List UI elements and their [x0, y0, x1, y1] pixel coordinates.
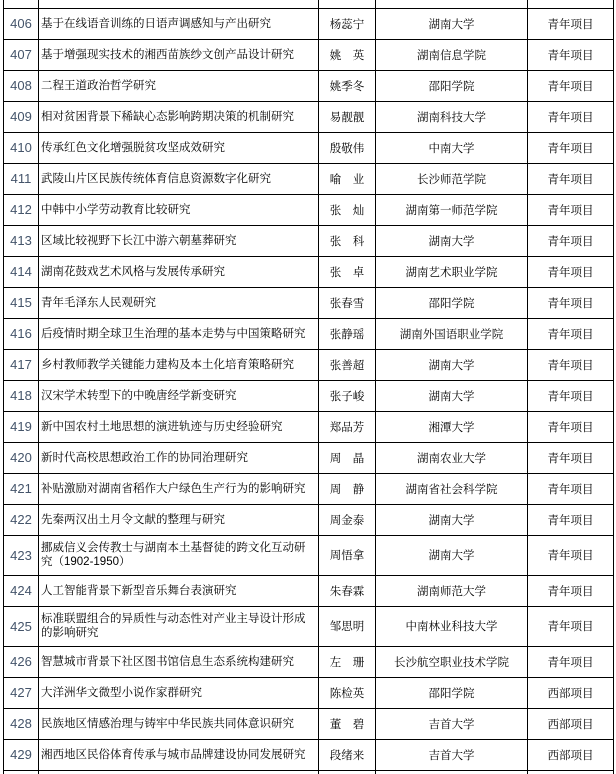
table-row	[4, 194, 614, 225]
clipped-previous-row	[4, 0, 614, 8]
project-title-cell: 智慧城市背景下社区图书馆信息生态系统构建研究	[39, 646, 319, 677]
person-name-cell: 郑品芳	[319, 411, 376, 442]
person-name-cell: 陈检英	[319, 677, 376, 708]
table-row	[4, 318, 614, 349]
project-title-cell: 补贴激励对湖南省稻作大户绿色生产行为的影响研究	[39, 473, 319, 504]
table-row	[4, 256, 614, 287]
person-name-cell	[319, 0, 376, 8]
row-number-cell: 425	[4, 606, 39, 646]
person-name-cell: 张 科	[319, 225, 376, 256]
person-name-cell: 张 灿	[319, 194, 376, 225]
project-list-table	[3, 0, 614, 774]
project-type-cell: 青年项目	[528, 473, 614, 504]
person-name-cell: 左 珊	[319, 646, 376, 677]
row-number-cell: 417	[4, 349, 39, 380]
person-name-cell: 周悟拿	[319, 535, 376, 575]
project-type-cell: 青年项目	[528, 442, 614, 473]
table-row	[4, 708, 614, 739]
project-type-cell: 青年项目	[528, 411, 614, 442]
row-number-cell: 423	[4, 535, 39, 575]
institution-cell: 中南林业科技大学	[376, 606, 528, 646]
person-name-cell: 姚季冬	[319, 70, 376, 101]
table-row	[4, 163, 614, 194]
person-name-cell: 张静瑶	[319, 318, 376, 349]
row-number-cell: 424	[4, 575, 39, 606]
project-title-cell: 区域比较视野下长江中游六朝墓葬研究	[39, 225, 319, 256]
project-type-cell: 青年项目	[528, 380, 614, 411]
institution-cell	[376, 0, 528, 8]
row-number-cell: 414	[4, 256, 39, 287]
row-number-cell: 428	[4, 708, 39, 739]
row-number-cell	[4, 0, 39, 8]
table-row	[4, 575, 614, 606]
row-number-cell: 421	[4, 473, 39, 504]
table-row	[4, 349, 614, 380]
person-name-cell: 周金泰	[319, 504, 376, 535]
project-type-cell: 青年项目	[528, 70, 614, 101]
person-name-cell: 殷敬伟	[319, 132, 376, 163]
table-row	[4, 70, 614, 101]
row-number-cell: 409	[4, 101, 39, 132]
table-row	[4, 411, 614, 442]
project-title-cell: 湖南花鼓戏艺术风格与发展传承研究	[39, 256, 319, 287]
row-number-cell: 429	[4, 739, 39, 770]
project-title-cell: 二程王道政治哲学研究	[39, 70, 319, 101]
project-title-cell: 民族地区情感治理与铸牢中华民族共同体意识研究	[39, 708, 319, 739]
row-number-cell: 410	[4, 132, 39, 163]
project-title-cell: 乡村教师教学关键能力建构及本土化培育策略研究	[39, 349, 319, 380]
table-row	[4, 677, 614, 708]
table-row	[4, 132, 614, 163]
institution-cell: 湖南大学	[376, 349, 528, 380]
institution-cell: 邵阳学院	[376, 70, 528, 101]
row-number-cell: 427	[4, 677, 39, 708]
institution-cell: 湖南师范大学	[376, 575, 528, 606]
institution-cell: 湖南第一师范学院	[376, 194, 528, 225]
institution-cell: 中南大学	[376, 132, 528, 163]
row-number-cell	[4, 770, 39, 774]
person-name-cell: 周 静	[319, 473, 376, 504]
institution-cell: 湖南科技大学	[376, 101, 528, 132]
project-title-cell: 大洋洲华文微型小说作家群研究	[39, 677, 319, 708]
project-title-cell: 挪威信义会传教士与湖南本土基督徒的跨文化互动研究（1902-1950）	[39, 535, 319, 575]
table-row	[4, 8, 614, 39]
table-row	[4, 101, 614, 132]
row-number-cell: 416	[4, 318, 39, 349]
project-type-cell	[528, 770, 614, 774]
table-row	[4, 442, 614, 473]
person-name-cell: 邹思明	[319, 606, 376, 646]
project-title-cell	[39, 770, 319, 774]
institution-cell: 湖南外国语职业学院	[376, 318, 528, 349]
institution-cell: 邵阳学院	[376, 677, 528, 708]
institution-cell: 湖南大学	[376, 8, 528, 39]
project-title-cell: 人工智能背景下新型音乐舞台表演研究	[39, 575, 319, 606]
project-title-cell: 中韩中小学劳动教育比较研究	[39, 194, 319, 225]
institution-cell: 吉首大学	[376, 739, 528, 770]
row-number-cell: 418	[4, 380, 39, 411]
institution-cell: 湖南大学	[376, 380, 528, 411]
institution-cell: 湖南艺术职业学院	[376, 256, 528, 287]
table-row-partial-top	[4, 0, 614, 8]
row-number-cell: 407	[4, 39, 39, 70]
table-row	[4, 504, 614, 535]
table-row	[4, 225, 614, 256]
table-row	[4, 646, 614, 677]
project-title-cell: 基于在线语音训练的日语声调感知与产出研究	[39, 8, 319, 39]
row-number-cell: 406	[4, 8, 39, 39]
project-type-cell: 青年项目	[528, 287, 614, 318]
person-name-cell: 张 卓	[319, 256, 376, 287]
project-title-cell: 相对贫困背景下稀缺心态影响跨期决策的机制研究	[39, 101, 319, 132]
institution-cell: 湘潭大学	[376, 411, 528, 442]
institution-cell: 吉首大学	[376, 708, 528, 739]
project-type-cell: 青年项目	[528, 163, 614, 194]
person-name-cell: 朱春霖	[319, 575, 376, 606]
person-name-cell: 张子峻	[319, 380, 376, 411]
person-name-cell	[319, 770, 376, 774]
project-type-cell: 青年项目	[528, 256, 614, 287]
clipped-next-row	[4, 770, 614, 774]
institution-cell: 长沙师范学院	[376, 163, 528, 194]
project-title-cell: 武陵山片区民族传统体育信息资源数字化研究	[39, 163, 319, 194]
row-number-cell: 422	[4, 504, 39, 535]
project-type-cell: 青年项目	[528, 132, 614, 163]
project-title-cell: 新中国农村土地思想的演进轨迹与历史经验研究	[39, 411, 319, 442]
project-title-cell: 后疫情时期全球卫生治理的基本走势与中国策略研究	[39, 318, 319, 349]
project-type-cell: 青年项目	[528, 101, 614, 132]
project-type-cell: 青年项目	[528, 606, 614, 646]
row-number-cell: 413	[4, 225, 39, 256]
project-title-cell: 标准联盟组合的异质性与动态性对产业主导设计形成的影响研究	[39, 606, 319, 646]
table-row-partial-bottom	[4, 770, 614, 774]
project-type-cell: 青年项目	[528, 575, 614, 606]
row-number-cell: 419	[4, 411, 39, 442]
institution-cell: 湖南农业大学	[376, 442, 528, 473]
project-title-cell: 基于增强现实技术的湘西苗族纱文创产品设计研究	[39, 39, 319, 70]
project-title-cell	[39, 0, 319, 8]
project-type-cell: 青年项目	[528, 8, 614, 39]
project-type-cell: 青年项目	[528, 349, 614, 380]
person-name-cell: 张春雪	[319, 287, 376, 318]
project-type-cell: 青年项目	[528, 39, 614, 70]
project-type-cell: 青年项目	[528, 535, 614, 575]
table-row	[4, 380, 614, 411]
person-name-cell: 喻 业	[319, 163, 376, 194]
institution-cell	[376, 770, 528, 774]
row-number-cell: 415	[4, 287, 39, 318]
row-number-cell: 420	[4, 442, 39, 473]
project-title-cell: 青年毛泽东人民观研究	[39, 287, 319, 318]
institution-cell: 湖南省社会科学院	[376, 473, 528, 504]
project-title-cell: 汉宋学术转型下的中晚唐经学新变研究	[39, 380, 319, 411]
project-type-cell: 西部项目	[528, 677, 614, 708]
row-number-cell: 426	[4, 646, 39, 677]
row-number-cell: 408	[4, 70, 39, 101]
institution-cell: 邵阳学院	[376, 287, 528, 318]
project-type-cell: 青年项目	[528, 646, 614, 677]
project-type-cell: 青年项目	[528, 194, 614, 225]
table-row	[4, 473, 614, 504]
project-type-cell	[528, 0, 614, 8]
project-type-cell: 西部项目	[528, 708, 614, 739]
person-name-cell: 杨蕊宁	[319, 8, 376, 39]
project-type-cell: 青年项目	[528, 225, 614, 256]
project-type-cell: 青年项目	[528, 318, 614, 349]
institution-cell: 湖南大学	[376, 225, 528, 256]
row-number-cell: 411	[4, 163, 39, 194]
person-name-cell: 张善超	[319, 349, 376, 380]
institution-cell: 湖南信息学院	[376, 39, 528, 70]
table-row	[4, 535, 614, 575]
institution-cell: 湖南大学	[376, 504, 528, 535]
institution-cell: 湖南大学	[376, 535, 528, 575]
project-title-cell: 先秦两汉出土月令文献的整理与研究	[39, 504, 319, 535]
row-number-cell: 412	[4, 194, 39, 225]
project-type-cell: 西部项目	[528, 739, 614, 770]
person-name-cell: 易靓靓	[319, 101, 376, 132]
person-name-cell: 周 晶	[319, 442, 376, 473]
person-name-cell: 姚 英	[319, 39, 376, 70]
project-type-cell: 青年项目	[528, 504, 614, 535]
institution-cell: 长沙航空职业技术学院	[376, 646, 528, 677]
project-title-cell: 传承红色文化增强脱贫攻坚成效研究	[39, 132, 319, 163]
project-title-cell: 新时代高校思想政治工作的协同治理研究	[39, 442, 319, 473]
table-row	[4, 287, 614, 318]
table-row	[4, 39, 614, 70]
table-row	[4, 606, 614, 646]
project-table-body	[4, 8, 614, 770]
person-name-cell: 段绪来	[319, 739, 376, 770]
person-name-cell: 董 碧	[319, 708, 376, 739]
project-title-cell: 湘西地区民俗体育传承与城市品牌建设协同发展研究	[39, 739, 319, 770]
table-row	[4, 739, 614, 770]
